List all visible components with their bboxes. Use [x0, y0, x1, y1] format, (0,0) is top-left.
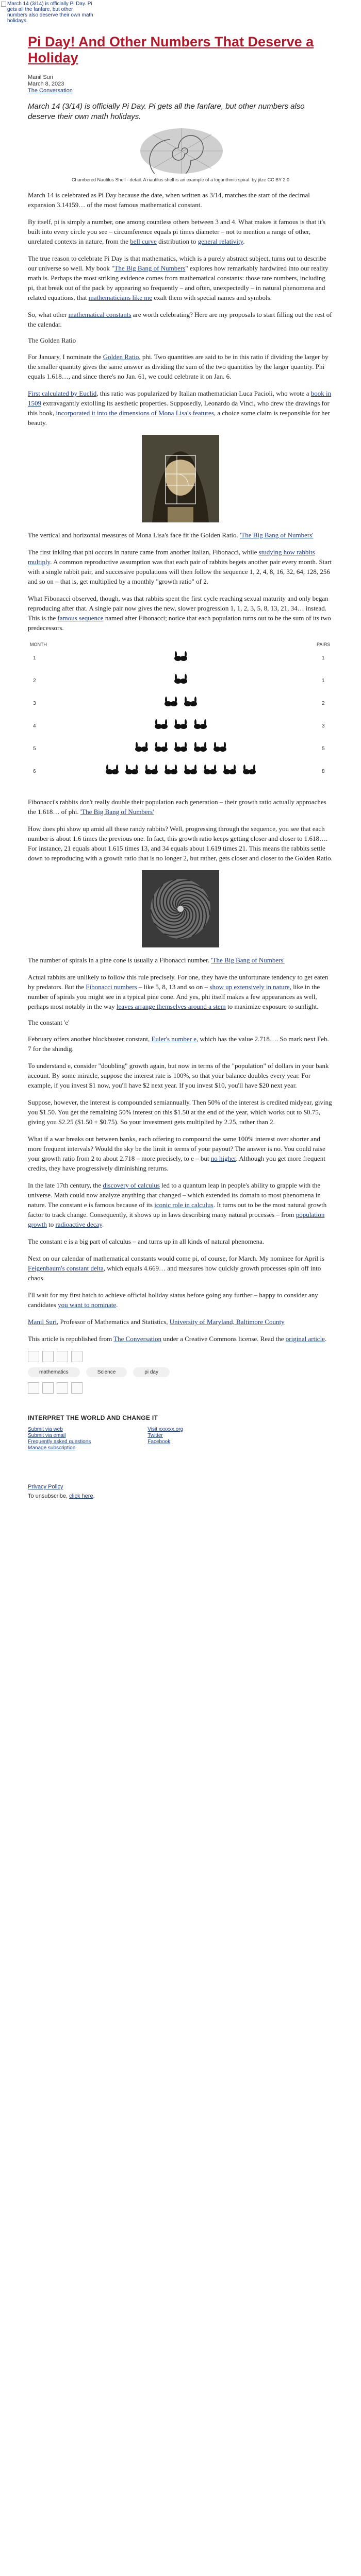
rabbit-chart	[28, 640, 333, 792]
rabbit-chart-svg	[28, 640, 333, 789]
paragraph-6: First calculated by Euclid, this ratio was popularized by Italian mathematician Luca Pacioli, who wrote a book in 1509 extravagantly extolling its aesthetic properties. Supposedly, Leonardo da Vinci, who drew the drawings for this book, incorporated it into the dimensions of Mona Lisa's features, a choice some claim is responsible for her beauty.	[28, 389, 332, 427]
share-twitter-icon[interactable]	[42, 1351, 54, 1362]
pine-cone-source-link[interactable]: 'The Big Bang of Numbers'	[211, 956, 285, 964]
leaves-link[interactable]: leaves arrange themselves around a stem	[116, 1003, 226, 1010]
pine-cone-figure	[28, 870, 333, 950]
chart-month-header: MONTH	[30, 642, 47, 647]
rabbit-pair-icon	[174, 651, 187, 661]
calculus-role-link[interactable]: iconic role in calculus	[154, 1201, 214, 1209]
unsubscribe-link[interactable]: click here	[69, 1493, 93, 1499]
tag-list	[28, 1367, 333, 1377]
rabbit-pair-icon	[184, 765, 197, 774]
paragraph-15: In the late 17th century, the discovery of calculus led to a quantum leap in people's ability to grapple with the universe. Math could now analyze anything that changed – which extended its domain to most phenomena in nature. The constant e is famous because of its iconic role in calculus. It turns out to be the most natural growth factor to track change. Consequently, it shows up in laws describing many natural processes – from population growth to radioactive decay.	[28, 1181, 327, 1228]
nature-link[interactable]: show up extensively in nature	[209, 983, 290, 991]
mona-lisa-image	[142, 435, 219, 522]
footer-manage-subscription-link[interactable]: Manage subscription	[28, 1445, 76, 1451]
chart-month-value: 3	[33, 701, 36, 706]
tag-mathematics[interactable]: mathematics	[28, 1367, 80, 1377]
conversation-link[interactable]: The Conversation	[113, 1335, 161, 1343]
paragraph-8: What Fibonacci observed, though, was that rabbits spent the first cycle reaching sexual maturity and only began reproducing after that. A single pair now gives the new, slower progression 1, 1, 2, 3, 5, 8, 13, 21, 34… instead. This is the famous sequence named after Fibonacci; notice that each population turns out to be the sum of its two predecessors.	[28, 595, 331, 632]
rabbit-pair-icon	[194, 719, 207, 729]
rabbit-pair-icon	[165, 697, 177, 706]
rabbit-pair-icon	[145, 765, 158, 774]
rabbit-pair-icon	[135, 742, 148, 752]
rabbit-caption: Fibonacci's rabbits don't really double their population each generation – their growth ratio actually approaches the 1.618… of phi. 'The Big Bang of Numbers'	[28, 798, 326, 816]
rabbits-link[interactable]: studying how rabbits multiply	[28, 548, 315, 566]
paragraph-7: The first inkling that phi occurs in nature came from another Italian, Fibonacci, while studying how rabbits multiply. A common reproductive assumption was that each pair of rabbits begets another pair every month. Start with a single rabbit pair, and successive populations will then follow the sequence 1, 2, 4, 8, 16, 32, 64, 128, 256 and so on – that is, get multiplied by a monthly "growth ratio" of 2.	[28, 548, 332, 585]
paragraph-5: For January, I nominate the Golden Ratio, phi. Two quantities are said to be in this ratio if dividing the larger by the smaller quantity gives the same answer as dividing the sum of the two quantities by the larger quantity. Phi equals 1.618…, and since there's no Jan. 61, we could celebrate it on Jan. 6.	[28, 353, 329, 380]
chart-pairs-value: 8	[322, 769, 325, 774]
footer-submit-web-link[interactable]: Submit via web	[28, 1427, 63, 1432]
social-twitter-icon[interactable]	[42, 1382, 54, 1394]
paragraph-16: The constant e is a big part of calculus – and turns up in all kinds of natural phenomena.	[28, 1238, 265, 1245]
paragraph-18: I'll wait for my first batch to achieve official holiday status before going any further – happy to consider any candidates you want to nominate.	[28, 1291, 318, 1309]
publisher-link[interactable]: The Conversation	[28, 88, 73, 94]
rabbit-pair-icon	[184, 697, 197, 706]
tag-science[interactable]: Science	[86, 1367, 127, 1377]
footer-title: INTERPRET THE WORLD AND CHANGE IT	[28, 1414, 158, 1421]
chart-month-value: 6	[33, 769, 36, 774]
paragraph-13: Suppose, however, the interest is compounded semiannually. Then 50% of the interest is credited midyear, giving you $1.50. You get the remaining 50% interest on this $1.50 at the end of the year, which works out to $0.75, giving you $2.25 ($1.50 + $0.75). So your investment gets multiplied by 2.25, rather than 2.	[28, 1098, 332, 1126]
mathematicians-link[interactable]: mathematicians like me	[88, 294, 153, 301]
paragraph-14: What if a war breaks out between banks, each offering to compound the same 100% interest over shorter and more frequent intervals? Would the sky be the limit in terms of your payout? The answer is no. You could raise your growth ratio from 2 to about 2.718 – more precisely, to e – but no higher. Although you get more frequent credits, they have progressively diminishing returns.	[28, 1135, 325, 1172]
chart-month-value: 5	[33, 746, 36, 752]
social-icons	[28, 1382, 333, 1394]
footer-columns	[28, 1427, 333, 1451]
mona-lisa-link[interactable]: incorporated it into the dimensions of Mona Lisa's features	[56, 409, 214, 417]
paragraph-11: February offers another blockbuster constant, Euler's number e, which has the value 2.718…. So mark next Feb. 7 for the shindig.	[28, 1035, 329, 1053]
book-1509-link[interactable]: book in 1509	[28, 389, 332, 407]
author-link[interactable]: Manil Suri	[28, 1318, 57, 1326]
rabbit-pair-icon	[243, 765, 256, 774]
general-relativity-link[interactable]: general relativity	[198, 238, 243, 245]
paragraph-10: Actual rabbits are unlikely to follow this rule precisely. For one, they have the unfortunate tendency to get eaten by predators. But the Fibonacci numbers – like 5, 8, 13 and so on – show up extensively in nature, like in the number of spirals you might see in a typical pine cone. And yes, phi itself makes a few appearances as well, perhaps most notably in the way leaves arrange themselves around a stem to maximize exposure to sunlight.	[28, 973, 329, 1010]
chart-pairs-value: 3	[322, 723, 325, 729]
rabbit-pair-icon	[223, 765, 236, 774]
original-article-link[interactable]: original article	[285, 1335, 325, 1343]
pine-cone-caption: The number of spirals in a pine cone is usually a Fibonacci number. 'The Big Bang of Numbers'	[28, 956, 285, 964]
fibonacci-numbers-link[interactable]: Fibonacci numbers	[86, 983, 137, 991]
book-link[interactable]: The Big Bang of Numbers	[114, 264, 186, 272]
article-title[interactable]: Pi Day! And Other Numbers That Deserve a Holiday	[28, 34, 314, 65]
rabbit-pair-icon	[106, 765, 119, 774]
radioactive-decay-link[interactable]: radioactive decay	[55, 1221, 102, 1228]
rabbit-source-link[interactable]: 'The Big Bang of Numbers'	[80, 808, 154, 816]
chart-pairs-value: 2	[322, 701, 325, 706]
rabbit-pair-icon	[125, 765, 138, 774]
eulers-number-link[interactable]: Euler's number e	[151, 1035, 197, 1043]
rabbit-pair-icon	[214, 742, 226, 752]
chart-month-value: 1	[33, 655, 36, 661]
footer-twitter-link[interactable]: Twitter	[147, 1433, 163, 1438]
author-bio: Manil Suri, Professor of Mathematics and Statistics, University of Maryland, Baltimore County	[28, 1318, 285, 1326]
share-email-icon[interactable]	[57, 1351, 68, 1362]
tag-pi-day[interactable]: pi day	[133, 1367, 170, 1377]
section-golden-ratio: The Golden Ratio	[28, 336, 76, 344]
social-email-icon[interactable]	[57, 1382, 68, 1394]
bell-curve-link[interactable]: bell curve	[130, 238, 157, 245]
chart-pairs-value: 1	[322, 655, 325, 661]
famous-sequence-link[interactable]: famous sequence	[57, 614, 104, 622]
no-higher-link[interactable]: no higher	[210, 1155, 236, 1162]
header-image-alt-text: March 14 (3/14) is officially Pi Day. Pi gets all the fanfare, but other numbers also deserve their own math holidays.	[7, 1, 93, 24]
chart-month-value: 2	[33, 678, 36, 684]
rabbit-pair-icon	[174, 719, 187, 729]
calculus-discovery-link[interactable]: discovery of calculus	[103, 1181, 160, 1189]
paragraph-17: Next on our calendar of mathematical constants would come pi, of course, for March. My nominee for April is Feigenbaum's constant delta, which equals 4.669… and measures how quickly growth processes spin off into chaos.	[28, 1255, 325, 1282]
mona-lisa-caption: The vertical and horizontal measures of Mona Lisa's face fit the Golden Ratio. 'The Big Bang of Numbers'	[28, 531, 314, 539]
nautilus-caption: Chambered Nautilus Shell - detail. A nautilus shell is an example of a logarithmic spiral. by jitze CC BY 2.0	[71, 177, 290, 182]
paragraph-4: So, what other mathematical constants are worth celebrating? Here are my proposals to start filling out the rest of the calendar.	[28, 311, 332, 328]
rabbit-pair-icon	[174, 674, 187, 684]
nautilus-shell-image	[134, 127, 227, 174]
unsubscribe-line: To unsubscribe, click here.	[28, 1493, 95, 1499]
social-facebook-icon[interactable]	[28, 1382, 39, 1394]
pine-cone-image	[142, 870, 219, 947]
chart-pairs-header: PAIRS	[317, 642, 331, 647]
broken-image-icon	[1, 2, 6, 7]
paragraph-12: To understand e, consider "doubling" growth again, but now in terms of the "population" of dollars in your bank account. By some miracle, suppose the interest rate is 100%, so that your balance doubles every year. For example, if you invest $1 now, you'll have $2 next year. If you invest $10, you'll have $20 next year.	[28, 1062, 329, 1089]
chart-pairs-value: 1	[322, 678, 325, 684]
footer-visit-site-link[interactable]: Visit xxxxxx.org	[147, 1427, 184, 1432]
nominate-link[interactable]: you want to nominate	[58, 1301, 117, 1309]
author: Manil Suri	[28, 74, 53, 80]
mona-lisa-figure	[28, 435, 333, 525]
section-constant-e: The constant 'e'	[28, 1019, 70, 1026]
republish-note: This article is republished from The Conversation under a Creative Commons license. Read the original article.	[28, 1335, 327, 1343]
lede: March 14 (3/14) is officially Pi Day. Pi gets all the fanfare, but other numbers also deserve their own math holidays.	[28, 102, 305, 121]
footer-column-2	[147, 1427, 183, 1451]
rabbit-pair-icon	[194, 742, 207, 752]
population-growth-link[interactable]: population growth	[28, 1211, 325, 1228]
header-image	[1, 0, 94, 29]
rabbit-pair-icon	[155, 742, 168, 752]
footer-faq-link[interactable]: Frequently asked questions	[28, 1439, 91, 1445]
share-facebook-icon[interactable]	[28, 1351, 39, 1362]
chart-month-value: 4	[33, 723, 36, 729]
rabbit-pair-icon	[204, 765, 217, 774]
golden-ratio-link[interactable]: Golden Ratio	[103, 353, 139, 361]
paragraph-2: By itself, pi is simply a number, one among countless others between 3 and 4. What makes it famous is that it's built into every circle you see – circumference equals pi times diameter – not to mention a range of other, unrelated contexts in nature, from the bell curve distribution to general relativity.	[28, 218, 326, 245]
share-link-icon[interactable]	[71, 1351, 83, 1362]
feigenbaum-link[interactable]: Feigenbaum's constant delta	[28, 1264, 104, 1272]
privacy-policy-link[interactable]: Privacy Policy	[28, 1484, 63, 1490]
rabbit-pair-icon	[165, 765, 177, 774]
date: March 8, 2023	[28, 81, 64, 87]
footer-submit-email-link[interactable]: Submit via email	[28, 1433, 66, 1438]
mathematical-constants-link[interactable]: mathematical constants	[68, 311, 132, 318]
paragraph-9: How does phi show up amid all these randy rabbits? Well, progressing through the sequence, you see that each number is about 1.6 times the previous one. In fact, this growth ratio keeps getting closer and closer to 1.618…. For instance, 21 equals about 1.615 times 13, and 34 equals about 1.619 times 21. This means the rabbits settle down to reproducing with a growth ratio that is no longer 2, but rather, gets closer and closer to the Golden Ratio.	[28, 825, 333, 862]
euclid-link[interactable]: First calculated by Euclid	[28, 389, 97, 397]
footer-facebook-link[interactable]: Facebook	[147, 1439, 171, 1445]
paragraph-3: The true reason to celebrate Pi Day is that mathematics, which is a purely abstract subject, turns out to describe our universe so well. My book "The Big Bang of Numbers" explores how remarkably hardwired into our reality math is. Perhaps the most striking evidence comes from mathematical constants: those rare numbers, including pi, that break out of the pack by appearing so frequently – and often, unexpectedly – in natural phenomena and related equations, that mathematicians like me exalt them with special names and symbols.	[28, 255, 329, 301]
byline	[28, 74, 333, 94]
paragraph-1: March 14 is celebrated as Pi Day because the date, when written as 3/14, matches the start of the decimal expansion 3.14159… of the most famous mathematical constant.	[28, 191, 310, 209]
mona-lisa-source-link[interactable]: 'The Big Bang of Numbers'	[239, 531, 314, 539]
footer-column-1	[28, 1427, 91, 1451]
footer-links	[28, 1482, 333, 1501]
nautilus-figure	[28, 127, 333, 183]
social-rss-icon[interactable]	[71, 1382, 83, 1394]
share-icons	[28, 1351, 333, 1362]
university-link[interactable]: University of Maryland, Baltimore County	[169, 1318, 285, 1326]
chart-pairs-value: 5	[322, 746, 325, 752]
rabbit-pair-icon	[155, 719, 168, 729]
rabbit-pair-icon	[174, 742, 187, 752]
